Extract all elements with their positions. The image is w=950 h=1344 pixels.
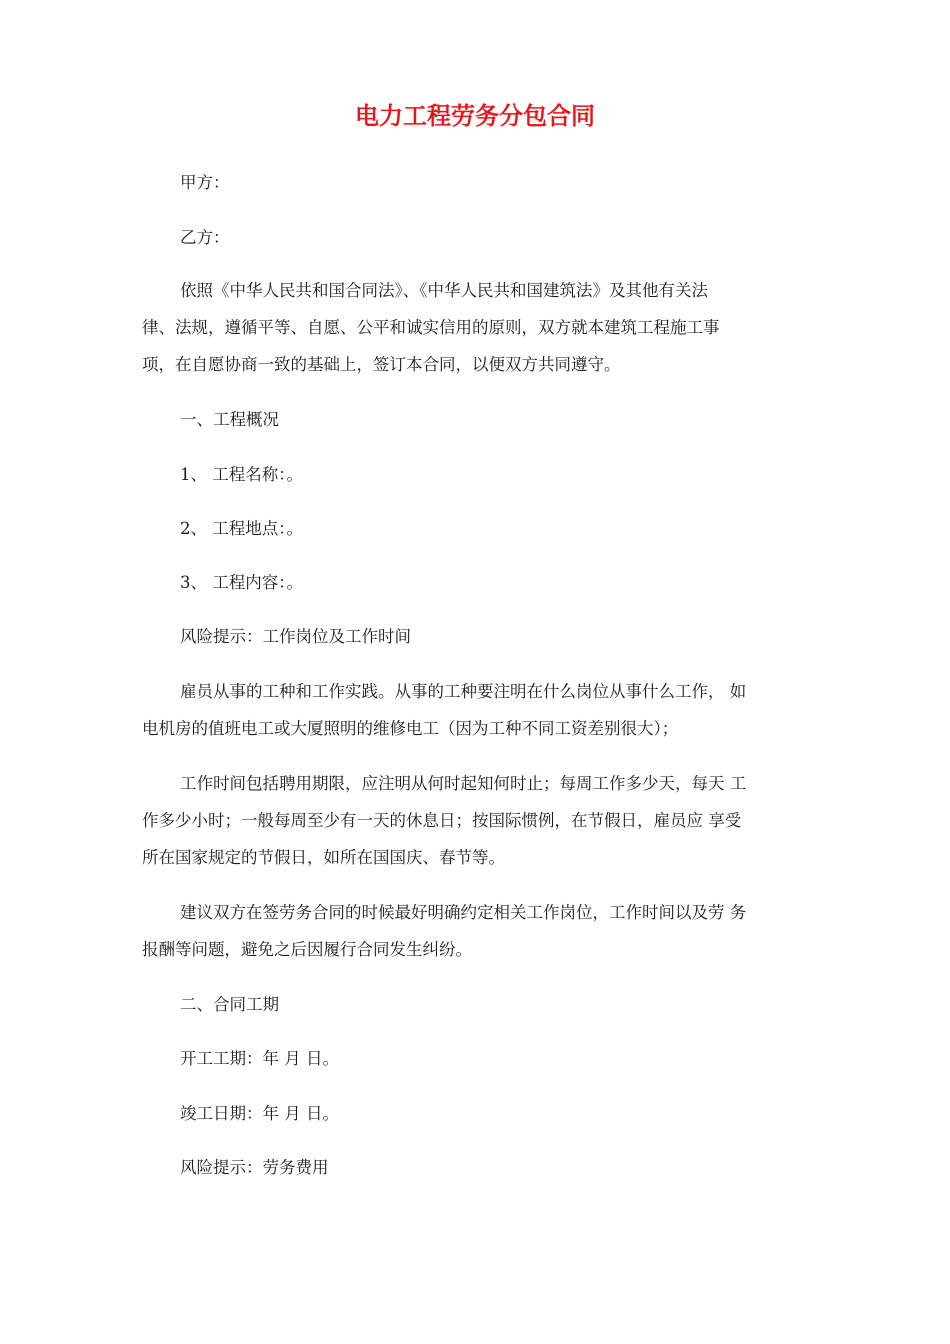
worktime-line: 工作时间包括聘用期限，应注明从何时起知何时止；每周工作多少天，每天 工 — [180, 774, 747, 793]
employee-paragraph — [142, 673, 810, 747]
risk-note-fee: 风险提示：劳务费用 — [180, 1158, 329, 1177]
preamble-line: 律、法规，遵循平等、自愿、公平和诚实信用的原则，双方就本建筑工程施工事 — [142, 318, 720, 337]
advice-line: 建议双方在签劳务合同的时候最好明确约定相关工作岗位，工作时间以及劳 务 — [180, 903, 747, 922]
project-location-item: 2、 工程地点：。 — [180, 519, 303, 538]
risk-note-position: 风险提示：工作岗位及工作时间 — [180, 627, 411, 646]
worktime-paragraph — [142, 765, 810, 876]
project-name-item: 1、 工程名称：。 — [180, 465, 303, 484]
completion-date-line: 竣工日期：年 月 日。 — [180, 1104, 339, 1123]
section-1-heading: 一、工程概况 — [180, 410, 279, 429]
party-b-line: 乙方： — [180, 228, 230, 247]
party-a-line: 甲方： — [180, 173, 230, 192]
project-content-item: 3、 工程内容：。 — [180, 573, 303, 592]
employee-line: 雇员从事的工种和工作实践。从事的工种要注明在什么岗位从事什么工作， 如 — [180, 682, 747, 701]
employee-line: 电机房的值班电工或大厦照明的维修电工（因为工种不同工资差别很大）； — [142, 719, 679, 738]
preamble-line: 项，在自愿协商一致的基础上，签订本合同，以便双方共同遵守。 — [142, 355, 621, 374]
advice-line: 报酬等问题，避免之后因履行合同发生纠纷。 — [142, 940, 472, 959]
document-title: 电力工程劳务分包合同 — [355, 101, 595, 130]
section-2-heading: 二、合同工期 — [180, 995, 279, 1014]
start-date-line: 开工工期：年 月 日。 — [180, 1049, 339, 1068]
worktime-line: 所在国家规定的节假日，如所在国国庆、春节等。 — [142, 848, 505, 867]
preamble-paragraph — [142, 272, 810, 383]
worktime-line: 作多少小时；一般每周至少有一天的休息日；按国际惯例，在节假日，雇员应 享受 — [142, 811, 742, 830]
preamble-line: 依照《中华人民共和国合同法》、《中华人民共和国建筑法》及其他有关法 — [180, 281, 708, 300]
advice-paragraph — [142, 894, 810, 968]
